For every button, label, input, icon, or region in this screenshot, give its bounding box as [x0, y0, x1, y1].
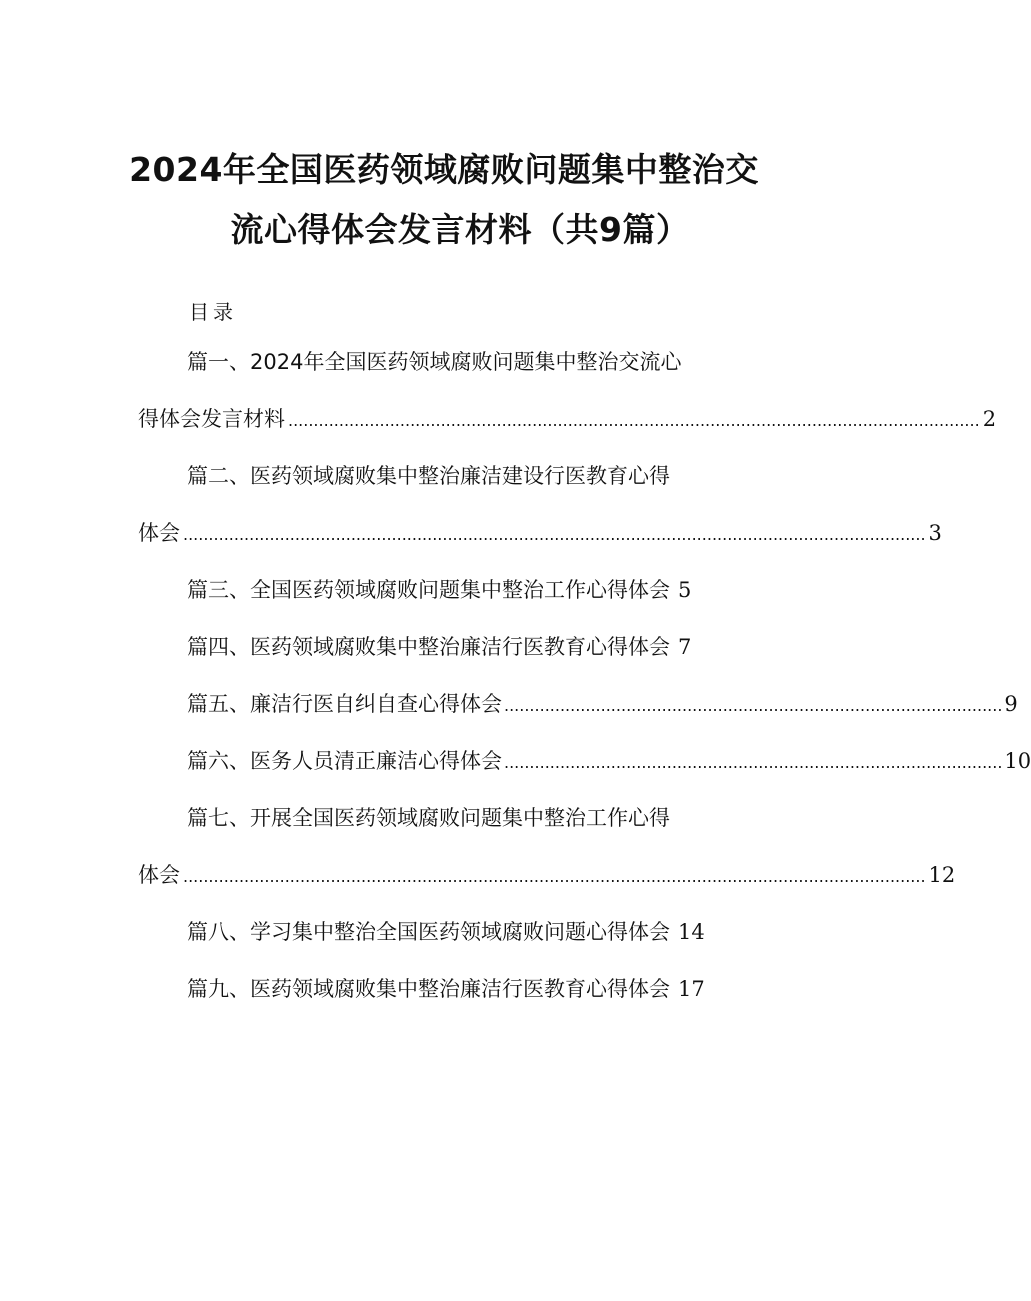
toc-entry-1-line-1[interactable]: 篇一、2024年全国医药领域腐败问题集中整治交流心: [187, 350, 682, 374]
leader-dots: ..................................................................................................: [504, 696, 1003, 715]
toc-entry-5[interactable]: [187, 689, 1018, 721]
toc-page-number: 3: [928, 521, 942, 545]
toc-entry-text: 篇九、医药领域腐败集中整治廉洁行医教育心得体会: [187, 977, 670, 1001]
toc-entry-2-line-2[interactable]: [138, 518, 942, 550]
toc-entry-7-line-1[interactable]: 篇七、开展全国医药领域腐败问题集中整治工作心得: [187, 806, 670, 830]
toc-page-number: 5: [678, 578, 692, 602]
toc-page-number: 10: [1004, 749, 1031, 773]
toc-page-number: 7: [678, 635, 692, 659]
toc-entry-6[interactable]: [187, 746, 1031, 778]
toc-entry-text: 篇四、医药领域腐败集中整治廉洁行医教育心得体会: [187, 635, 670, 659]
document-title-line-1: 2024年全国医药领域腐败问题集中整治交: [129, 150, 759, 189]
toc-entry-2-line-1[interactable]: 篇二、医药领域腐败集中整治廉洁建设行医教育心得: [187, 464, 670, 488]
toc-page-number: 17: [678, 977, 705, 1001]
leader-dots: ..................................................................................................................................................: [183, 867, 926, 886]
leader-dots: ........................................................................................................................................: [288, 411, 980, 430]
toc-page-number: 9: [1004, 692, 1018, 716]
document-title-line-2: 流心得体会发言材料（共9篇）: [230, 210, 690, 249]
toc-entry-text: 篇五、廉洁行医自纠自查心得体会: [187, 692, 502, 716]
toc-entry-8[interactable]: [187, 917, 778, 947]
toc-page-number: 14: [678, 920, 705, 944]
toc-heading: 目录: [189, 300, 237, 324]
toc-entry-1-line-2[interactable]: [138, 404, 997, 436]
toc-page-number: 2: [982, 407, 997, 431]
toc-entry-7-line-2[interactable]: [138, 860, 956, 892]
toc-entry-text: 体会: [138, 521, 180, 545]
toc-entry-3[interactable]: [187, 575, 778, 605]
toc-entry-text: 篇六、医务人员清正廉洁心得体会: [187, 749, 502, 773]
toc-entry-text: 篇三、全国医药领域腐败问题集中整治工作心得体会: [187, 578, 670, 602]
toc-entry-text: 体会: [138, 863, 180, 887]
toc-entry-text: 得体会发言材料: [138, 407, 285, 431]
toc-page-number: 12: [928, 863, 956, 887]
toc-entry-4[interactable]: [187, 632, 778, 662]
toc-entry-9[interactable]: [187, 974, 778, 1004]
toc-entry-text: 篇八、学习集中整治全国医药领域腐败问题心得体会: [187, 920, 670, 944]
leader-dots: ..................................................................................................: [504, 753, 1003, 772]
leader-dots: ..................................................................................................................................................: [183, 525, 926, 544]
